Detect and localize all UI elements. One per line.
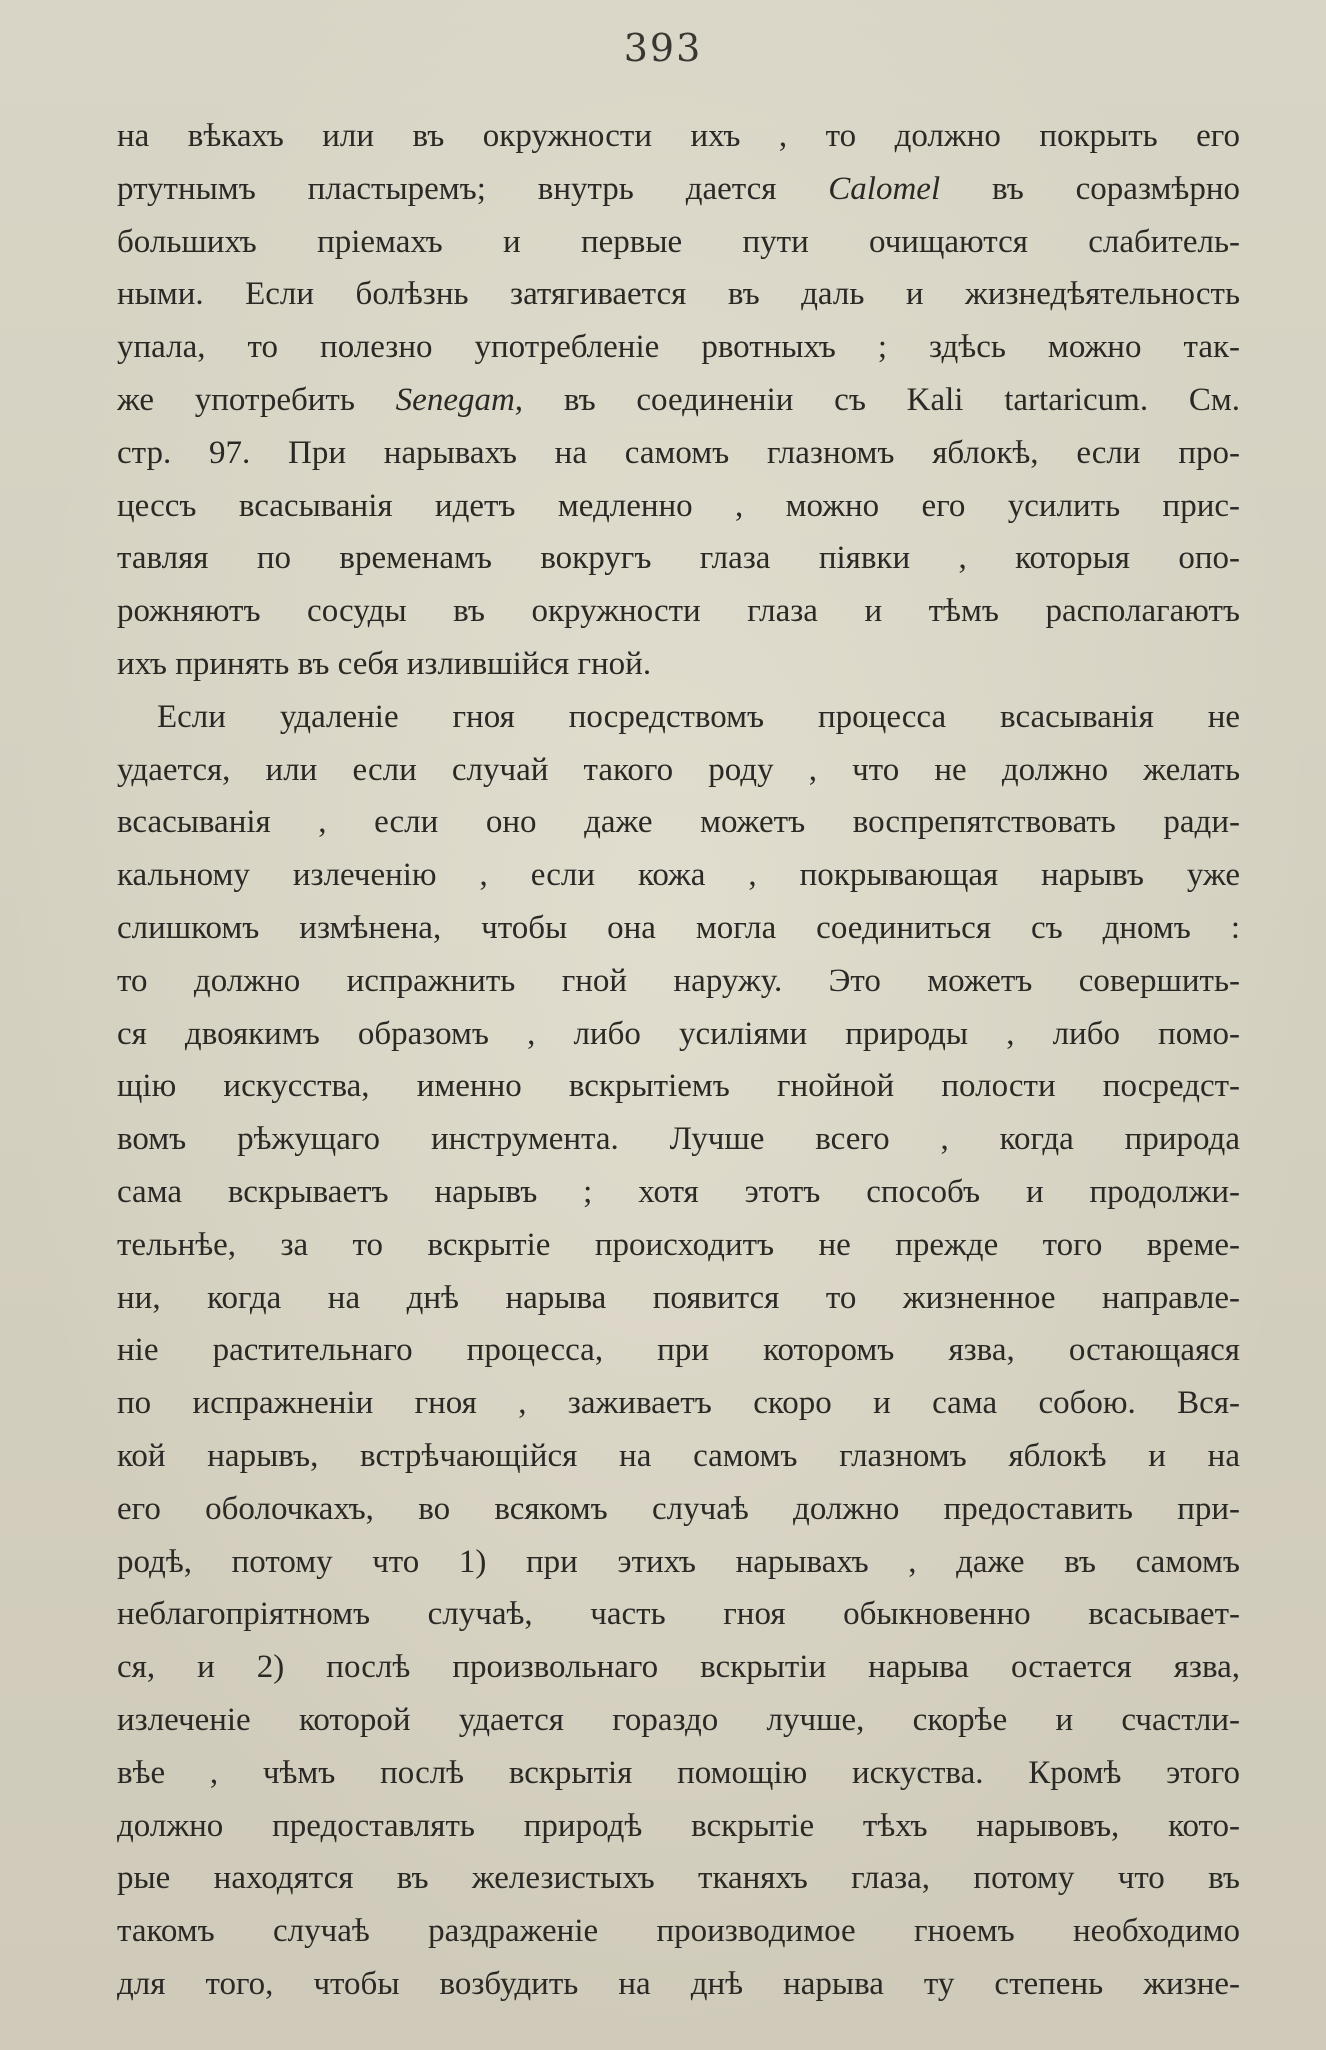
text-line: на вѣкахъ или въ окружности ихъ , то должно покрыть его xyxy=(117,118,1240,154)
text-line: ни, когда на днѣ нарыва появится то жизненное направле- xyxy=(117,1279,1240,1316)
text-line: ихъ принять въ себя излившійся гной. xyxy=(117,645,652,682)
text-line: родѣ, потому что 1) при этихъ нарывахъ , даже въ самомъ xyxy=(117,1543,1240,1580)
text-line: упала, то полезно употребленіе рвотныхъ ; здѣсь можно так- xyxy=(117,329,1240,366)
text-line: такомъ случаѣ раздраженіе производимое гноемъ необходимо xyxy=(117,1913,1240,1950)
text-line: ніе растительнаго процесса, при которомъ язва, остающаяся xyxy=(117,1332,1240,1369)
text-line: кальному излеченію , если кожа , покрывающая нарывъ уже xyxy=(117,857,1240,894)
text-line: должно предоставлять природѣ вскрытіе тѣхъ нарывовъ, кото- xyxy=(117,1807,1240,1844)
text-line: Если удаленіе гноя посредствомъ процесса всасыванія не xyxy=(157,698,1240,735)
text-line: удается, или если случай такого роду , что не должно желать xyxy=(117,751,1240,788)
text-line: его оболочкахъ, во всякомъ случаѣ должно предоставить при- xyxy=(117,1490,1240,1527)
text-line: вѣе , чѣмъ послѣ вскрытія помощію искуства. Кромѣ этого xyxy=(117,1754,1240,1791)
italic-term: Calomel xyxy=(828,170,941,207)
text-line: излеченіе которой удается гораздо лучше, скорѣе и счастли- xyxy=(117,1701,1240,1738)
text-line: цессъ всасыванія идетъ медленно , можно его усилить прис- xyxy=(117,487,1240,524)
text-line: щію искусства, именно вскрытіемъ гнойной полости посредст- xyxy=(117,1068,1240,1105)
text-line xyxy=(117,374,1240,427)
text-line: всасыванія , если оно даже можетъ воспрепятствовать ради- xyxy=(117,804,1240,841)
text-line: неблагопріятномъ случаѣ, часть гноя обыкновенно всасывает- xyxy=(117,1596,1240,1633)
text-line: сама вскрываетъ нарывъ ; хотя этотъ способъ и продолжи- xyxy=(117,1173,1240,1210)
text-line: стр. 97. При нарывахъ на самомъ глазномъ яблокѣ, если про- xyxy=(117,434,1240,471)
text-line xyxy=(117,163,1240,216)
text-line: рые находятся въ железистыхъ тканяхъ глаза, потому что въ xyxy=(117,1860,1240,1897)
body-text xyxy=(117,110,1240,2011)
text-line: вомъ рѣжущаго инструмента. Лучше всего , когда природа xyxy=(117,1121,1240,1158)
text-line: большихъ пріемахъ и первые пути очищаются слабитель- xyxy=(117,223,1240,260)
text-line: ными. Если болѣзнь затягивается въ даль и жизнедѣятельность xyxy=(117,276,1240,313)
text-line: то должно испражнить гной наружу. Это можетъ совершить- xyxy=(117,962,1240,999)
text-line: тельнѣе, за то вскрытіе происходитъ не прежде того време- xyxy=(117,1226,1240,1263)
text-line: ся, и 2) послѣ произвольнаго вскрытіи нарыва остается язва, xyxy=(117,1649,1240,1686)
text-segment: же употребить xyxy=(117,381,396,418)
text-line: слишкомъ измѣнена, чтобы она могла соединиться съ дномъ : xyxy=(117,909,1240,946)
text-segment: въ соединеніи съ Kali tartaricum. См. xyxy=(523,381,1240,418)
text-segment: ртутнымъ пластыремъ; внутрь дается xyxy=(117,170,829,207)
text-line: кой нарывъ, встрѣчающійся на самомъ глазномъ яблокѣ и на xyxy=(117,1437,1240,1474)
italic-term: Senegam, xyxy=(395,381,524,418)
text-line: тавляя по временамъ вокругъ глаза піявки , которыя опо- xyxy=(117,540,1240,577)
text-line: ся двоякимъ образомъ , либо усиліями природы , либо помо- xyxy=(117,1015,1240,1052)
text-line: для того, чтобы возбудить на днѣ нарыва ту степень жизне- xyxy=(117,1965,1240,2002)
text-line: по испражненіи гноя , заживаетъ скоро и сама собою. Вся- xyxy=(117,1385,1240,1422)
text-segment: въ соразмѣрно xyxy=(940,170,1240,207)
page-number: 393 xyxy=(623,26,703,70)
text-line: рожняютъ сосуды въ окружности глаза и тѣмъ располагаютъ xyxy=(117,593,1240,630)
